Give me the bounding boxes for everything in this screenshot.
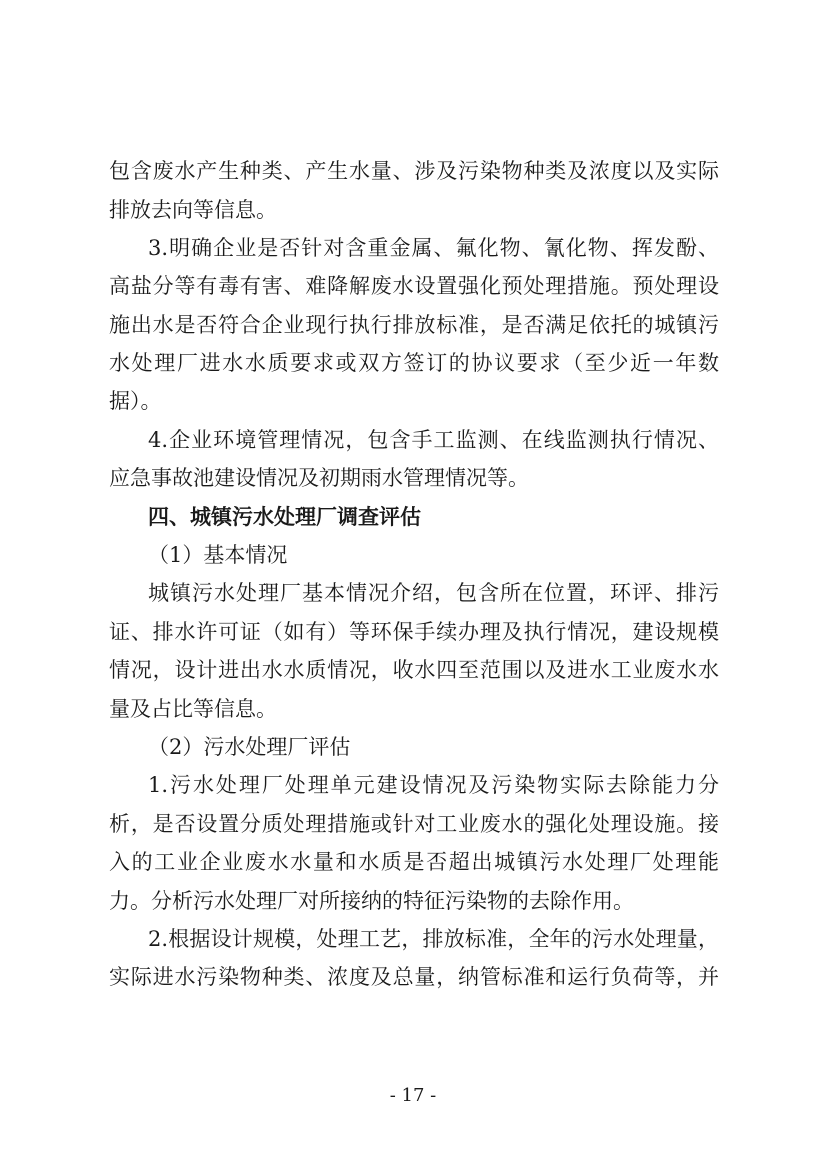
paragraph-line: 包含废水产生种类、产生水量、涉及污染物种类及浓度以及实际	[109, 159, 719, 183]
paragraph-line: 3.明确企业是否针对含重金属、氟化物、氰化物、挥发酚、	[148, 236, 719, 260]
paragraph-line: 水处理厂进水水质要求或双方签订的协议要求（至少近一年数	[109, 351, 719, 375]
subsection-heading: （1）基本情况	[148, 543, 288, 567]
paragraph-line: 排放去向等信息。	[109, 198, 277, 222]
paragraph-line: 析，是否设置分质处理措施或针对工业废水的强化处理设施。接	[109, 812, 719, 836]
paragraph-line: 4.企业环境管理情况，包含手工监测、在线监测执行情况、	[148, 428, 719, 452]
paragraph-line: 施出水是否符合企业现行执行排放标准，是否满足依托的城镇污	[109, 313, 719, 337]
paragraph-line: 证、排水许可证（如有）等环保手续办理及执行情况，建设规模	[109, 620, 719, 644]
paragraph-line: 1.污水处理厂处理单元建设情况及污染物实际去除能力分	[148, 773, 719, 797]
paragraph-line: 据）。	[109, 389, 162, 413]
paragraph-line: 入的工业企业废水水量和水质是否超出城镇污水处理厂处理能	[109, 850, 719, 874]
paragraph-line: 量及占比等信息。	[109, 697, 277, 721]
paragraph-line: 实际进水污染物种类、浓度及总量，纳管标准和运行负荷等，并	[109, 965, 719, 989]
paragraph-line: 应急事故池建设情况及初期雨水管理情况等。	[109, 466, 529, 490]
paragraph-line: 高盐分等有毒有害、难降解废水设置强化预处理措施。预处理设	[109, 274, 719, 298]
section-heading: 四、城镇污水处理厂调查评估	[148, 505, 421, 529]
paragraph-line: 力。分析污水处理厂对所接纳的特征污染物的去除作用。	[109, 889, 634, 913]
paragraph-line: 城镇污水处理厂基本情况介绍，包含所在位置，环评、排污	[148, 581, 719, 605]
paragraph-line: 情况，设计进出水水质情况，收水四至范围以及进水工业废水水	[109, 658, 719, 682]
page-number: - 17 -	[389, 1085, 437, 1106]
paragraph-line: 2.根据设计规模，处理工艺，排放标准，全年的污水处理量，	[148, 927, 719, 951]
subsection-heading: （2）污水处理厂评估	[148, 735, 351, 759]
